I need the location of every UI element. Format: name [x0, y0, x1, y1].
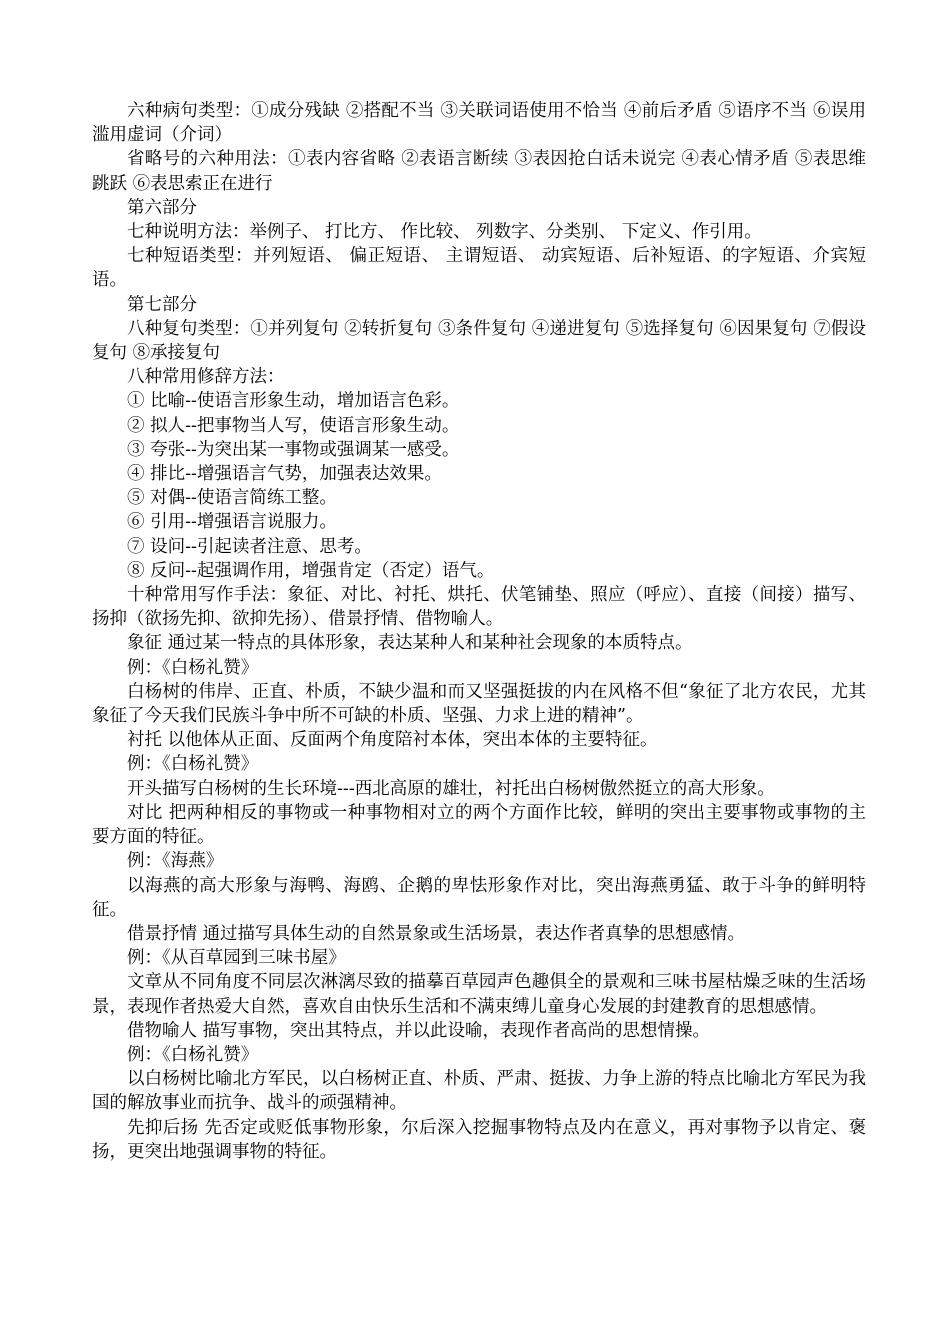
example-label: 例：《从百草园到三味书屋》 [127, 948, 346, 969]
paragraph-writing-techniques: 十种常用写作手法：象征、对比、衬托、烘托、伏笔铺垫、照应（呼应）、直接（间接）描写、 扬抑（欲扬先抑、欲抑先扬）、借景抒情、借物喻人。 [92, 585, 866, 630]
paragraph-contrast: 对比 把两种相反的事物或一种事物相对立的两个方面作比较，鲜明的突出主要事物或事物的主要方面的特征。 [92, 802, 866, 848]
example-label: 例：《白杨礼赞》 [127, 754, 259, 775]
list-item-rhetoric: ⑧ 反问--起强调作用，增强肯定（否定）语气。 [127, 560, 495, 581]
list-item-rhetoric: ④ 排比--增强语言气势，加强表达效果。 [127, 464, 442, 485]
paragraph-explanation-methods: 七种说明方法：举例子、 打比方、 作比较、 列数字、分类别、 下定义、作引用。 [127, 222, 762, 243]
paragraph-example-text: 开头描写白杨树的生长环境---西北高原的雄壮，衬托出白杨树傲然挺立的高大形象。 [127, 778, 775, 799]
paragraph-example-text: 白杨树的伟岸、正直、朴质，不缺少温和而又坚强挺拔的内在风格不但“象征了北方农民，尤其象征了今天我们民族斗争中所不可缺的朴质、坚强、力求上进的精神”。 [92, 681, 866, 727]
section-heading-part-seven: 第七部分 [127, 294, 197, 315]
paragraph-example-text: 以海燕的高大形象与海鸭、海鸥、企鹅的卑怯形象作对比，突出海燕勇猛、敢于斗争的鲜明特征。 [92, 875, 866, 920]
paragraph-symbolism: 象征 通过某一特点的具体形象，表达某种人和某种社会现象的本质特点。 [127, 633, 693, 654]
paragraph-ellipsis-usages: 省略号的六种用法：①表内容省略 ②表语言断续 ③表因抢白话未说完 ④表心情矛盾 ⑤表思维跳跃 ⑥表思索正在进行 [92, 149, 866, 194]
example-label: 例：《白杨礼赞》 [127, 657, 259, 678]
list-item-rhetoric: ⑥ 引用--增强语言说服力。 [127, 512, 337, 533]
paragraph-object-metaphor: 借物喻人 描写事物，突出其特点，并以此设喻，表现作者高尚的思想情操。 [127, 1020, 711, 1041]
section-heading-part-six: 第六部分 [127, 197, 197, 218]
paragraph-foil: 衬托 以他体从正面、反面两个角度陪衬本体，突出本体的主要特征。 [127, 730, 658, 751]
list-item-rhetoric: ① 比喻--使语言形象生动，增加语言色彩。 [127, 391, 460, 412]
paragraph-suppress-then-praise: 先抑后扬 先否定或贬低事物形象，尔后深入挖掘事物特点及内在意义，再对事物予以肯定、褒扬，更突出地强调事物的特征。 [92, 1117, 866, 1162]
paragraph-compound-sentence-types: 八种复句类型：①并列复句 ②转折复句 ③条件复句 ④递进复句 ⑤选择复句 ⑥因果复句 ⑦假设复句 ⑧承接复句 [92, 318, 866, 364]
paragraph-rhetoric-heading: 八种常用修辞方法： [127, 367, 285, 388]
paragraph-example-text: 文章从不同角度不同层次淋漓尽致的描摹百草园声色趣俱全的景观和三味书屋枯燥乏味的生活场景，表现作者热爱大自然，喜欢自由快乐生活和不满束缚儿童身心发展的封建教育的思想感情。 [92, 972, 866, 1017]
list-item-rhetoric: ② 拟人--把事物当人写，使语言形象生动。 [127, 415, 460, 436]
document-page [92, 99, 866, 1164]
paragraph-example-text: 以白杨树比喻北方军民，以白杨树正直、朴质、严肃、挺拔、力争上游的特点比喻北方军民为我国的解放事业而抗争、战斗的顽强精神。 [92, 1069, 866, 1114]
example-label: 例：《海燕》 [127, 851, 224, 872]
list-item-rhetoric: ⑤ 对偶--使语言简练工整。 [127, 488, 337, 509]
example-label: 例：《白杨礼赞》 [127, 1044, 259, 1065]
list-item-rhetoric: ③ 夸张--为突出某一事物或强调某一感受。 [127, 439, 460, 460]
paragraph-sick-sentence-types: 六种病句类型：①成分残缺 ②搭配不当 ③关联词语使用不恰当 ④前后矛盾 ⑤语序不当 ⑥误用 滥用虚词（介词） [92, 101, 866, 146]
paragraph-scenery-emotion: 借景抒情 通过描写具体生动的自然景象或生活场景，表达作者真挚的思想感情。 [127, 923, 746, 944]
paragraph-phrase-types: 七种短语类型：并列短语、 偏正短语、 主谓短语、 动宾短语、后补短语、的字短语、介宾短语。 [92, 246, 866, 291]
list-item-rhetoric: ⑦ 设问--引起读者注意、思考。 [127, 536, 372, 557]
